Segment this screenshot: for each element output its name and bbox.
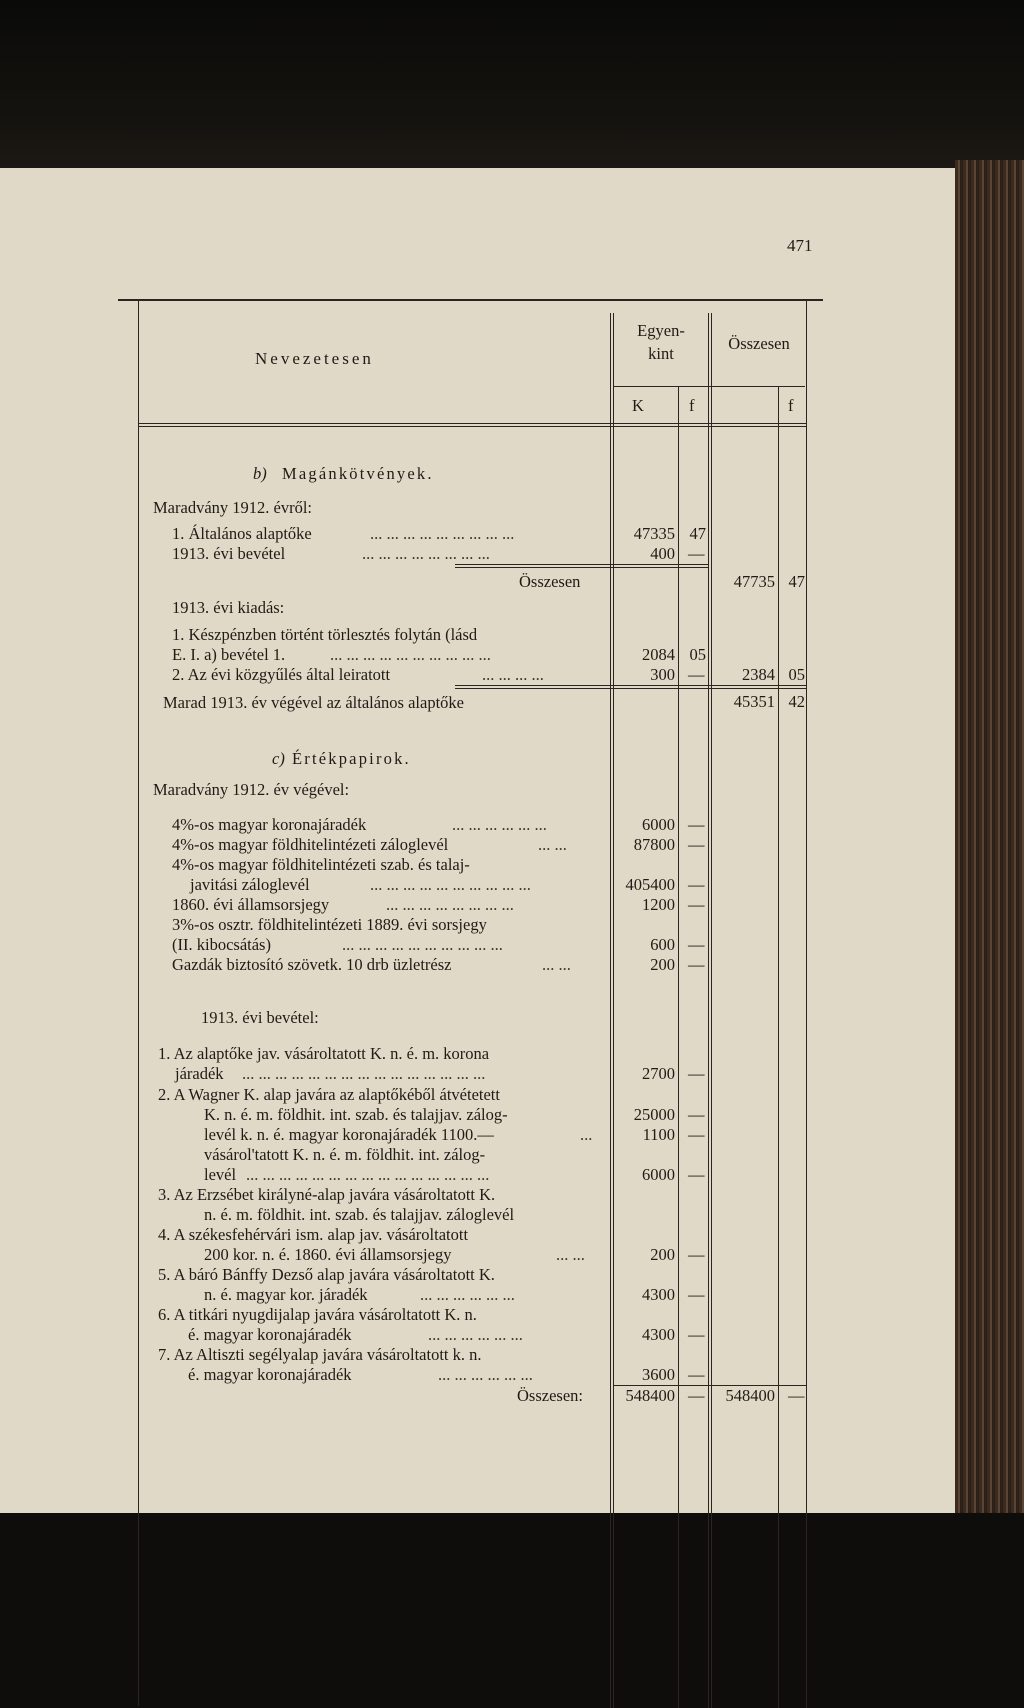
c-inc1-f: — [688, 1064, 705, 1083]
c-inc6-line2: é. magyar koronajáradék [188, 1325, 352, 1344]
b-line2-f: — [688, 544, 705, 563]
header-f1: f [689, 396, 695, 415]
c-item5-k: 600 [650, 935, 675, 954]
b-remain-k: 45351 [733, 692, 775, 711]
c-inc5-line1: 5. A báró Bánffy Dezső alap javára vásároltatott K. [158, 1265, 495, 1284]
c-item6-leader: ... ... [542, 955, 571, 974]
c-inc6-line1: 6. A titkári nyugdijalap javára vásároltatott K. n. [158, 1305, 477, 1324]
c-item2-leader: ... ... [538, 835, 567, 854]
b-line1-label: 1. Általános alaptőke [172, 524, 312, 543]
c-item1-leader: ... ... ... ... ... ... [452, 815, 547, 834]
c-inc2-f3: — [688, 1165, 705, 1184]
c-inc7-k: 3600 [642, 1365, 675, 1384]
background-top [0, 0, 1024, 175]
c-inc5-f: — [688, 1285, 705, 1304]
section-b-carry: Maradvány 1912. évről: [153, 498, 312, 517]
c-item1-k: 6000 [642, 815, 675, 834]
section-b-title: Magánkötvények. [282, 464, 434, 483]
b-sum-label: Összesen [519, 572, 581, 591]
c-total-f: — [688, 1386, 705, 1405]
col-rule-total-b [711, 313, 712, 1708]
c-inc4-line1: 4. A székesfehérvári ism. alap jav. vásároltatott [158, 1225, 469, 1244]
c-item2-label: 4%-os magyar földhitelintézeti záloglevél [172, 835, 449, 854]
c-inc2-f1: — [688, 1105, 705, 1124]
c-inc2-k1: 25000 [633, 1105, 675, 1124]
c-inc4-leader: ... ... [556, 1245, 585, 1264]
c-inc5-leader: ... ... ... ... ... ... [420, 1285, 515, 1304]
c-inc3-line2: n. é. m. földhit. int. szab. és talajjav. záloglevél [204, 1205, 515, 1224]
c-inc7-leader: ... ... ... ... ... ... [438, 1365, 533, 1384]
c-total2-k: 548400 [725, 1386, 775, 1405]
b-sum-k: 47735 [733, 572, 775, 591]
c-total2-f: — [788, 1386, 805, 1405]
c-item3-leader: ... ... ... ... ... ... ... ... ... ... [370, 875, 531, 894]
c-inc2-f2: — [688, 1125, 705, 1144]
c-item6-label: Gazdák biztosító szövetk. 10 drb üzletrész [172, 955, 452, 974]
b-line2-k: 400 [650, 544, 675, 563]
c-total-k: 548400 [625, 1386, 675, 1405]
col-rule-total-a [708, 313, 709, 1708]
c-income-heading: 1913. évi bevétel: [201, 1008, 319, 1027]
c-inc2-line2: K. n. é. m. földhit. int. szab. és talajjav. zálog- [204, 1105, 508, 1124]
header-k: K [632, 396, 644, 415]
c-inc3-line1: 3. Az Erzsébet királyné-alap javára vásároltatott K. [158, 1185, 496, 1204]
c-item1-f: — [688, 815, 705, 834]
col-rule-unit-b [613, 313, 614, 1708]
c-item4-f: — [688, 895, 705, 914]
book-spine [955, 160, 1024, 1513]
c-inc1-line1: 1. Az alaptőke jav. vásároltatott K. n. é. m. korona [158, 1044, 490, 1063]
b-exp1-k: 2084 [642, 645, 675, 664]
c-item4-label: 1860. évi államsorsjegy [172, 895, 330, 914]
b-remain-rule-2 [455, 688, 806, 689]
c-inc5-line2: n. é. magyar kor. járadék [204, 1285, 368, 1304]
b-sum-rule-2 [455, 567, 708, 568]
c-item4-k: 1200 [642, 895, 675, 914]
c-inc4-f: — [688, 1245, 705, 1264]
header-sub-rule [613, 386, 805, 387]
c-inc2-leader5: ... ... ... ... ... ... ... ... ... ... ... ... ... ... ... [246, 1165, 490, 1184]
table-top-rule [118, 299, 823, 301]
c-inc4-line2: 200 kor. n. é. 1860. évi államsorsjegy [204, 1245, 452, 1264]
c-inc2-k2: 1100 [642, 1125, 675, 1144]
b-exp-total-k: 2384 [742, 665, 775, 684]
c-inc2-line3: levél k. n. é. magyar koronajáradék 1100.— [204, 1125, 494, 1144]
b-remain-f: 42 [788, 692, 805, 711]
c-item3-label2: javitási záloglevél [190, 875, 310, 894]
c-item5-leader: ... ... ... ... ... ... ... ... ... ... [342, 935, 503, 954]
book-page [0, 168, 955, 1513]
col-rule-right [806, 301, 807, 1708]
header-unit-line1: Egyen- [637, 321, 685, 340]
c-item3-f: — [688, 875, 705, 894]
c-item5-f: — [688, 935, 705, 954]
col-rule-unit-a [610, 313, 611, 1708]
c-inc2-leader3: ... [580, 1125, 593, 1144]
c-item5-label2: (II. kibocsátás) [172, 935, 271, 954]
c-inc2-line1: 2. A Wagner K. alap javára az alaptőkéből átvétetett [158, 1085, 500, 1104]
c-item1-label: 4%-os magyar koronajáradék [172, 815, 367, 834]
c-inc1-k: 2700 [642, 1064, 675, 1083]
header-name-col: Nevezetesen [255, 349, 374, 368]
c-item5-label: 3%-os osztr. földhitelintézeti 1889. évi sorsjegy [172, 915, 487, 934]
c-inc2-k3: 6000 [642, 1165, 675, 1184]
page-number: 471 [787, 236, 813, 255]
section-c-prefix: c) [272, 749, 285, 768]
section-b-prefix: b) [253, 464, 267, 483]
c-inc2-line5: levél [204, 1165, 237, 1184]
section-c-title: Értékpapirok. [292, 749, 411, 768]
b-exp2-label: 2. Az évi közgyűlés által leiratott [172, 665, 391, 684]
c-inc6-k: 4300 [642, 1325, 675, 1344]
header-bottom-rule [138, 423, 806, 424]
b-sum-rule [455, 564, 708, 565]
b-exp2-k: 300 [650, 665, 675, 684]
section-c-carry: Maradvány 1912. év végével: [153, 780, 350, 799]
b-sum-f: 47 [788, 572, 805, 591]
b-exp-heading: 1913. évi kiadás: [172, 598, 285, 617]
b-line2-leader: ... ... ... ... ... ... ... ... [362, 544, 490, 563]
b-exp1-leader: ... ... ... ... ... ... ... ... ... ... [330, 645, 491, 664]
c-item3-label: 4%-os magyar földhitelintézeti szab. és talaj- [172, 855, 470, 874]
c-item2-f: — [688, 835, 705, 854]
b-exp-total-f: 05 [788, 665, 805, 684]
c-inc6-leader: ... ... ... ... ... ... [428, 1325, 523, 1344]
c-item2-k: 87800 [633, 835, 675, 854]
b-remain-label: Marad 1913. év végével az általános alaptőke [163, 693, 464, 712]
b-remain-rule [455, 685, 806, 686]
c-inc1-line2: járadék [175, 1064, 224, 1083]
c-inc4-k: 200 [650, 1245, 675, 1264]
c-item6-f: — [688, 955, 705, 974]
header-total-col: Összesen [728, 334, 790, 353]
b-exp2-leader: ... ... ... ... [482, 665, 544, 684]
b-line1-k: 47335 [633, 524, 675, 543]
col-rule-unit-f [678, 386, 679, 1708]
b-line1-f: 47 [689, 524, 706, 543]
c-inc1-leader: ... ... ... ... ... ... ... ... ... ... ... ... ... ... ... [242, 1064, 486, 1083]
b-exp1-line2: E. I. a) bevétel 1. [172, 645, 286, 664]
c-item6-k: 200 [650, 955, 675, 974]
b-exp1-line1: 1. Készpénzben történt törlesztés folytán (lásd [172, 625, 478, 644]
header-f2: f [788, 396, 794, 415]
c-item3-k: 405400 [625, 875, 675, 894]
b-line1-leader: ... ... ... ... ... ... ... ... ... [370, 524, 515, 543]
c-total-label: Összesen: [517, 1386, 583, 1405]
c-inc2-line4: vásárol'tatott K. n. é. m. földhit. int. zálog- [204, 1145, 486, 1164]
c-inc7-f: — [688, 1365, 705, 1384]
header-unit-line2: kint [648, 344, 674, 363]
c-item4-leader: ... ... ... ... ... ... ... ... [386, 895, 514, 914]
b-exp2-f: — [688, 665, 705, 684]
c-inc7-line2: é. magyar koronajáradék [188, 1365, 352, 1384]
c-inc7-line1: 7. Az Altiszti segélyalap javára vásároltatott k. n. [158, 1345, 482, 1364]
b-line2-label: 1913. évi bevétel [172, 544, 286, 563]
header-bottom-rule-2 [138, 426, 806, 427]
c-inc6-f: — [688, 1325, 705, 1344]
b-exp1-f: 05 [689, 645, 706, 664]
c-inc5-k: 4300 [642, 1285, 675, 1304]
col-rule-left [138, 301, 139, 1706]
